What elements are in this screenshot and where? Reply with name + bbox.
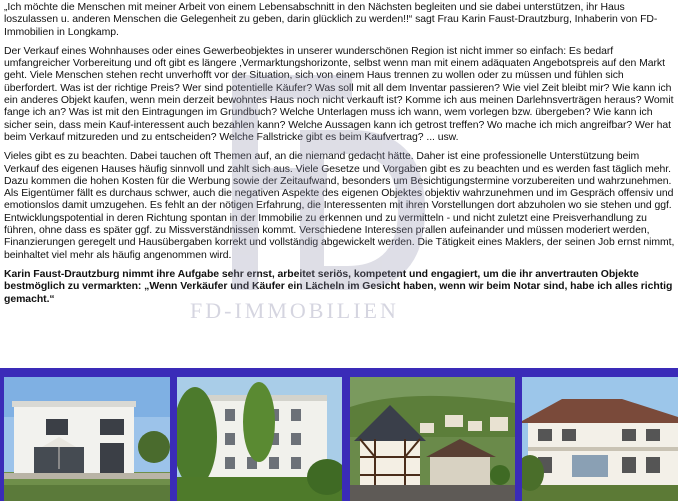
photo-village-halftimbered (350, 377, 515, 501)
photo-house-balconies (522, 377, 678, 501)
property-photo-strip (0, 368, 678, 501)
closing-statement: Karin Faust-Drautzburg nimmt ihre Aufgabe sehr ernst, arbeitet seriös, kompetent und engagiert, um die ihr anvertrauten Objekte bestmöglich zu vermarkten: „Wenn Verkäufer und Käufer ein Lächeln im Gesicht haben, wenn wir beim Notar sind, habe ich alles richtig gemacht.“ (4, 268, 673, 305)
watermark-wordmark: FD-IMMOBILIEN (190, 298, 399, 323)
photo-modern-house (4, 377, 170, 501)
considerations-paragraph: Vieles gibt es zu beachten. Dabei tauchen oft Themen auf, an die niemand gedacht hätte. Daher ist eine professionelle Unterstützung beim Verkauf des eigenen Hauses häufig sinnvoll und zahlt sich aus. Viele Gesetze und Vorgaben gibt es zu beachten und es werden fast täglich mehr. Dazu kommen die hohen Kosten für die Werbung sowie der Zeitaufwand, besonders um Besichtigungstermine vorzubereiten und wahrzunehmen. Als Eigentümer fällt es durchaus schwer, auch die negativen Aspekte des eigenen Objektes objektiv wahrzunehmen und im Gespräch offensiv und emotionslos damit umzugehen. Es fehlt an der nötigen Erfahrung, die Interessenten mit ihren Vorstellungen dort abzuholen wo sie stehen und ggf. Entwicklungspotential in deren Richtung spontan in der Immobilie zu erkennen und zu vermitteln - und nicht zuletzt eine Preisverhandlung zu führen, ohne dass es später ggf. zu Missverständnissen kommt. Verschiedene Interessen prallen aufeinander und müssen moderiert werden, Finanzierungen geregelt und Hausübergaben korrekt und vollständig abgewickelt werden. Die Tätigkeit eines Maklers, der seinen Job ernst nimmt, beinhaltet viel mehr als häufig angenommen wird. (4, 151, 675, 261)
article-text (4, 2, 675, 313)
intro-quote-paragraph: „Ich möchte die Menschen mit meiner Arbeit von einem Lebensabschnitt in den Nächsten begleiten und sie dabei unterstützen, ihr Haus loszulassen u. anderen Menschen die Gelegenheit zu geben, darin glücklich zu werden!!“ sagt Frau Karin Faust-Drautzburg, Inhaberin von FD-Immobilien in Longkamp. (4, 2, 658, 38)
photo-apartment-building (177, 377, 342, 501)
questions-paragraph: Der Verkauf eines Wohnhauses oder eines Gewerbeobjektes in unserer wunderschönen Region ist nicht immer so einfach: Es bedarf umfangreicher Vorbereitung und oft gibt es längere ‚Vermarktungshorizonte, selbst wenn man mit einem adäquaten Angebotspreis auf den Markt geht. Viele Menschen stehen recht unverhofft vor der Situation, sich von einem Haus trennen zu wollen oder zu müssen und fühlen sich überfordert. Was ist der richtige Preis? Wer sind potentielle Käufer? Was soll mit all dem Inventar passieren? Wie viel Zeit bleibt mir? Wie kann ich ein anderes Objekt kaufen, wenn mein derzeit bewohntes Haus noch nicht verkauft ist? Komme ich aus meinen Darlehnsverträgen heraus? Womit fange ich an? Was ist mit den Eintragungen im Grundbuch? Welche Unterlagen muss ich wann, wem vorlegen bzw. übergeben? Wie kann ich sicher sein, dass mein Kauf-interessent auch bezahlen kann? Welche Aussagen kann ich getrost treffen? Wo mache ich mich angreifbar? Wer hat beim Verkauf mitzureden und zu entscheiden? Welche Fallstricke gibt es beim Kaufvertrag? ... usw. (4, 45, 674, 143)
